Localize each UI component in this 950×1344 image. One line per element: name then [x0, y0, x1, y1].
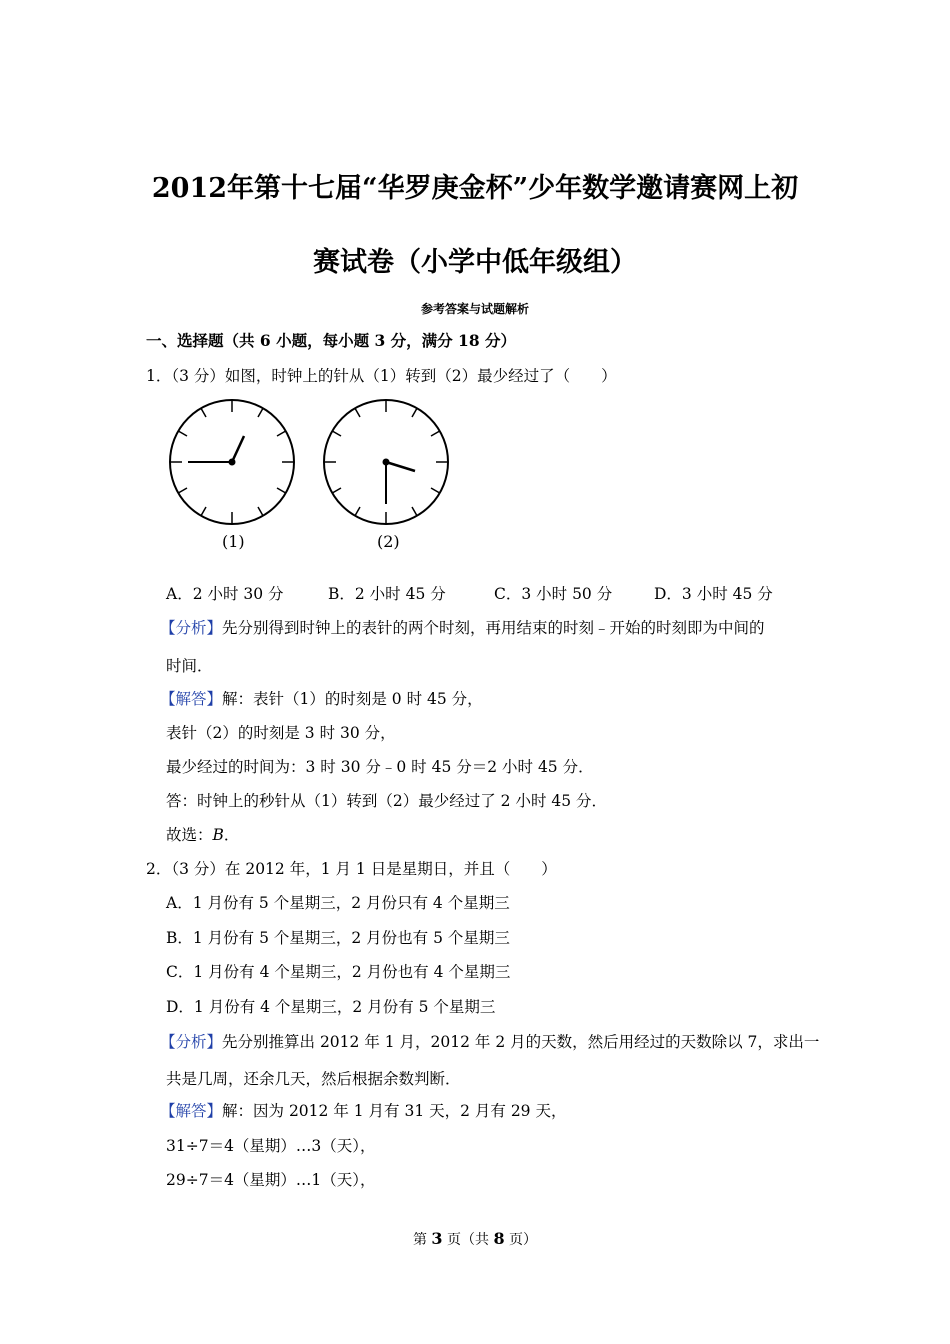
q1-option-a: A．2 小时 30 分 — [166, 585, 284, 603]
analysis-tag: 【分析】 — [160, 619, 223, 637]
q1-analysis — [160, 616, 765, 638]
clock-1-hour-hand — [232, 436, 244, 462]
subtitle: 参考答案与试题解析 — [420, 302, 529, 316]
q2-analysis — [160, 1030, 819, 1052]
analysis-tag: 【分析】 — [160, 1033, 223, 1051]
q2-option-c: C．1 月份有 4 个星期三，2 月份也有 4 个星期三 — [166, 963, 511, 981]
q2-option-d: D．1 月份有 4 个星期三，2 月份有 5 个星期三 — [166, 998, 496, 1016]
q2-solution-line2: 31÷7＝4（星期）…3（天）， — [166, 1137, 376, 1155]
q1-option-b: B．2 小时 45 分 — [328, 585, 446, 603]
clock-1-label: (1) — [222, 532, 245, 551]
total-page-count: 8 — [493, 1229, 505, 1248]
q1-solution-text: 解：表针（1）的时刻是 0 时 45 分， — [222, 690, 483, 708]
q1-option-d: D．3 小时 45 分 — [654, 585, 773, 603]
section-header: 一、选择题（共 6 小题，每小题 3 分，满分 18 分） — [146, 331, 517, 350]
clock-2 — [320, 396, 452, 528]
q1-answer: B — [212, 826, 224, 844]
question-2-stem: 2．（3 分）在 2012 年，1 月 1 日是星期日，并且（ ） — [146, 860, 557, 878]
q1-solution-line4: 答：时钟上的秒针从（1）转到（2）最少经过了 2 小时 45 分． — [166, 792, 608, 810]
q2-solution-text: 解：因为 2012 年 1 月有 31 天，2 月有 29 天， — [222, 1102, 567, 1120]
q1-solution-line5: 故选：B． — [166, 826, 240, 844]
page-title-line2: 赛试卷（小学中低年级组） — [313, 247, 637, 278]
clock-2-hour-hand — [386, 462, 415, 471]
solution-tag: 【解答】 — [160, 690, 223, 708]
q1-analysis-cont: 时间． — [166, 657, 213, 675]
clock-2-label: (2) — [377, 532, 400, 551]
q1-solution-line2: 表针（2）的时刻是 3 时 30 分， — [166, 724, 396, 742]
clock-2-face — [320, 396, 452, 528]
q2-analysis-cont: 共是几周，还余几天，然后根据余数判断． — [166, 1070, 461, 1088]
clock-1-face — [166, 396, 298, 528]
q2-option-a: A．1 月份有 5 个星期三，2 月份只有 4 个星期三 — [166, 894, 510, 912]
q1-solution-line3: 最少经过的时间为：3 时 30 分﹣0 时 45 分＝2 小时 45 分． — [166, 758, 594, 776]
solution-tag: 【解答】 — [160, 1102, 223, 1120]
current-page-number: 3 — [431, 1229, 443, 1248]
q2-solution — [160, 1099, 566, 1121]
q1-analysis-text: 先分别得到时钟上的表针的两个时刻，再用结束的时刻﹣开始的时刻即为中间的 — [222, 619, 765, 637]
q1-option-c: C．3 小时 50 分 — [494, 585, 613, 603]
q2-solution-line3: 29÷7＝4（星期）…1（天）， — [166, 1171, 376, 1189]
page-title: 2012年第十七届“华罗庚金杯”少年数学邀请赛网上初 — [151, 173, 799, 204]
q2-option-b: B．1 月份有 5 个星期三，2 月份也有 5 个星期三 — [166, 929, 510, 947]
q2-analysis-text: 先分别推算出 2012 年 1 月，2012 年 2 月的天数，然后用经过的天数除以 7，求出一 — [222, 1033, 820, 1051]
page-footer: 第 3 页（共 8 页） — [412, 1229, 538, 1248]
q1-solution — [160, 687, 483, 709]
question-1-stem: 1．（3 分）如图，时钟上的针从（1）转到（2）最少经过了（ ） — [146, 367, 617, 385]
clock-1 — [166, 396, 298, 528]
